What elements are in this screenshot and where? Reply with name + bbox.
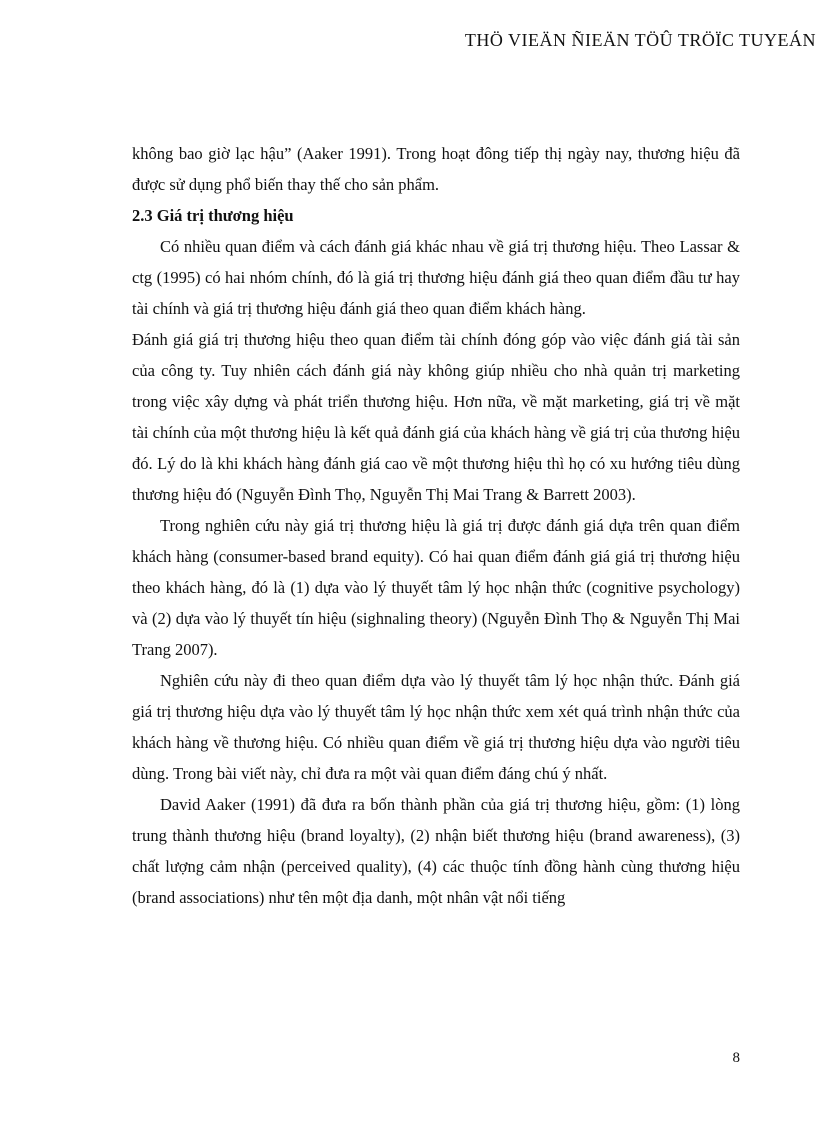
section-heading: 2.3 Giá trị thương hiệu [132, 206, 294, 225]
paragraph: Trong nghiên cứu này giá trị thương hiệu là giá trị được đánh giá dựa trên quan điểm khách hàng (consumer-based brand equity). Có hai quan điểm đánh giá giá trị thương hiệu theo khách hàng, đó là (1) dựa vào lý thuyết tâm lý học nhận thức (cognitive psychology) và (2) dựa vào lý thuyết tín hiệu (sighnaling theory) (Nguyễn Đình Thọ & Nguyễn Thị Mai Trang 2007). [132, 516, 740, 659]
page-header: THÖ VIEÄN ÑIEÄN TÖÛ TRÖÏC TUYEÁN [464, 30, 816, 50]
page-number: 8 [732, 1050, 740, 1066]
paragraph: Có nhiều quan điểm và cách đánh giá khác nhau về giá trị thương hiệu. Theo Lassar & ctg (1995) có hai nhóm chính, đó là giá trị thương hiệu đánh giá theo quan điểm đầu tư hay tài chính và giá trị thương hiệu đánh giá theo quan điểm khách hàng. [132, 237, 740, 318]
document-body [132, 138, 740, 913]
paragraph-continuation: không bao giờ lạc hậu” (Aaker 1991). Trong hoạt đông tiếp thị ngày nay, thương hiệu đã được sử dụng phổ biến thay thế cho sản phẩm. [132, 144, 740, 194]
paragraph: David Aaker (1991) đã đưa ra bốn thành phần của giá trị thương hiệu, gồm: (1) lòng trung thành thương hiệu (brand loyalty), (2) nhận biết thương hiệu (brand awareness), (3) chất lượng cảm nhận (perceived quality), (4) các thuộc tính đồng hành cùng thương hiệu (brand associations) như tên một địa danh, một nhân vật nổi tiếng [132, 795, 740, 907]
paragraph: Nghiên cứu này đi theo quan điểm dựa vào lý thuyết tâm lý học nhận thức. Đánh giá giá trị thương hiệu dựa vào lý thuyết tâm lý học nhận thức xem xét quá trình nhận thức của khách hàng về thương hiệu. Có nhiều quan điểm về giá trị thương hiệu dựa vào người tiêu dùng. Trong bài viết này, chỉ đưa ra một vài quan điểm đáng chú ý nhất. [132, 671, 740, 783]
paragraph: Đánh giá giá trị thương hiệu theo quan điểm tài chính đóng góp vào việc đánh giá tài sản của công ty. Tuy nhiên cách đánh giá này không giúp nhiều cho nhà quản trị marketing trong việc xây dựng và phát triển thương hiệu. Hơn nữa, về mặt marketing, giá trị về mặt tài chính của một thương hiệu là kết quả đánh giá của khách hàng về giá trị của thương hiệu đó. Lý do là khi khách hàng đánh giá cao về một thương hiệu thì họ có xu hướng tiêu dùng thương hiệu đó (Nguyễn Đình Thọ, Nguyễn Thị Mai Trang & Barrett 2003). [132, 330, 740, 504]
